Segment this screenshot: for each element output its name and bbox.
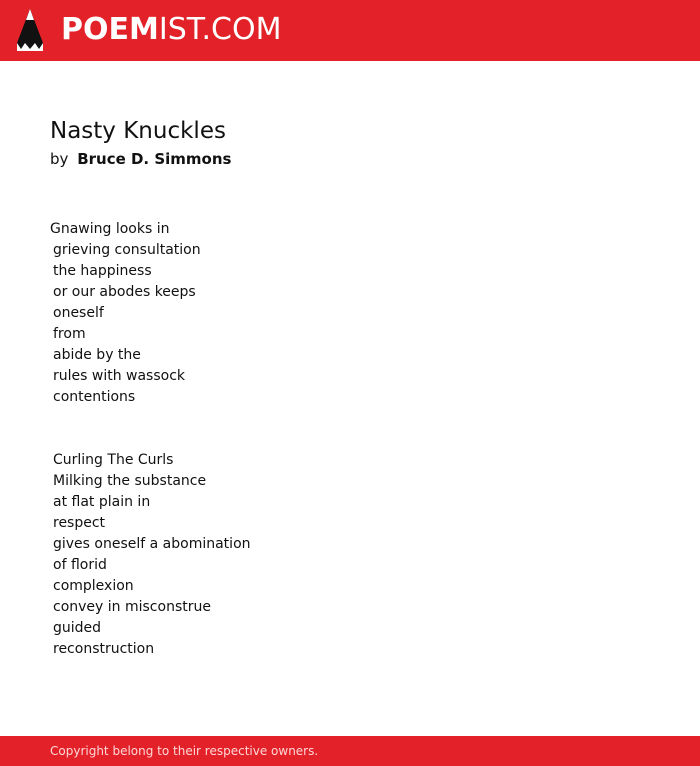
poem-line: Gnawing looks in [50, 221, 170, 237]
footer-bar [0, 736, 700, 766]
poem-line: respect [53, 515, 106, 531]
author-name: Bruce D. Simmons [77, 150, 232, 168]
poem-body [50, 219, 650, 660]
poem-line: convey in misconstrue [53, 599, 211, 615]
by-label: by [50, 150, 69, 168]
poem-line: complexion [53, 578, 134, 594]
poem-line: guided [53, 620, 102, 636]
poem-line: at flat plain in [53, 494, 151, 510]
poem-line: grieving consultation [53, 242, 201, 258]
stanza-2 [50, 450, 650, 660]
poem-line: abide by the [53, 347, 141, 363]
poem-title: Nasty Knuckles [50, 118, 226, 144]
poem-line: of florid [53, 557, 107, 573]
site-logo-link[interactable] [17, 9, 281, 51]
brand-light: IST.COM [158, 12, 282, 47]
byline [50, 148, 650, 170]
poem-line: or our abodes keeps [53, 284, 196, 300]
poem-line: reconstruction [53, 641, 155, 657]
poem-line: contentions [53, 389, 136, 405]
poem-line: rules with wassock [53, 368, 186, 384]
poem-line: oneself [53, 305, 104, 321]
poem-line: Curling The Curls [53, 452, 174, 468]
poem-content [50, 114, 650, 660]
poem-line: the happiness [53, 263, 152, 279]
poem-line: Milking the substance [53, 473, 207, 489]
site-logo-text [61, 9, 281, 51]
copyright-text: Copyright belong to their respective owners. [50, 744, 319, 758]
stanza-1 [50, 219, 650, 408]
poem-line: from [53, 326, 86, 342]
poem-line: gives oneself a abomination [53, 536, 251, 552]
top-bar [0, 0, 700, 61]
brand-bold: POEM [61, 12, 159, 47]
pencil-tip-icon [17, 9, 43, 51]
